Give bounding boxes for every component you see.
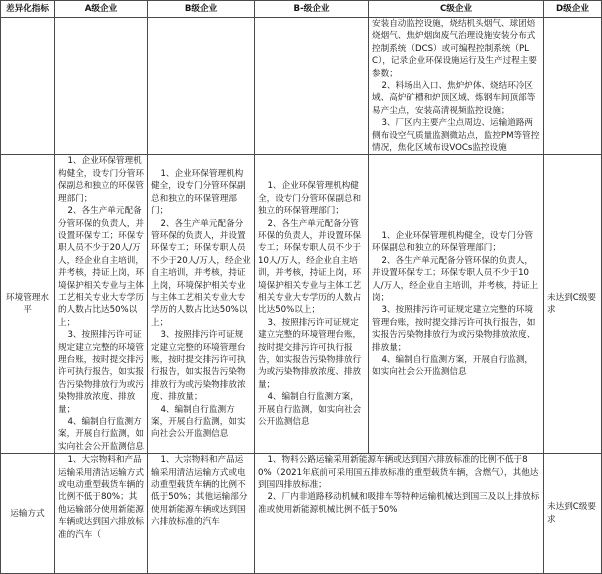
row2-grade-b-cell [148,155,255,454]
table-header-row [1,1,602,18]
row2-grade-d-text: 未达到C级要求 [544,155,602,454]
row2-a-paragraph: 4、编制自行监测方案，开展自行监测，如实向社会公开监测信息 [58,417,144,452]
row1-c-paragraph: 3、厂区内主要产尘点周边、运输道路两侧布设空气质量监测微站点，监控PM等管控情况，焦化区域布设VOCs监控设施 [372,118,540,154]
row2-b-paragraph: 3、按照排污许可证规定建立完整的环境管理台账，按时提交排污许可执行报告，如实报告污染物排放行为或污染物排放浓度、排放量； [151,330,246,403]
row1-c-paragraph: 2、料场出入口、焦炉炉体、烧结环冷区域、高炉矿槽和炉顶区域、炼钢车间顶部等易产尘点，安装高清视频监控设施； [372,81,536,116]
row1-grade-a-cell [55,18,148,155]
header-grade-c: C级企业 [369,1,544,18]
row2-b-paragraph: 4、编制自行监测方案，开展自行监测，如实向社会公开监测信息 [151,404,246,440]
row2-a-paragraph: 2、各生产单元配备分管环保的负责人，并设置环保专工；环保专职人员不少于20人/万人，经企业自主培训，并考核，持证上岗，环境保护相关专业与主体工艺相关专业大专学历的人数占比达50%以上； [58,206,144,328]
row1-grade-b-minus-cell [255,18,369,155]
row2-indicator-label: 环境管理水平 [1,155,55,454]
row2-a-paragraph: 1、企业环保管理机构健全，设专门分管环保副总和独立的环保管理部门； [58,156,144,204]
header-grade-b: B级企业 [148,1,255,18]
row2-a-paragraph: 3、按照排污许可证规定建立完整的环境管理台账，按时提交排污许可执行报告，如实报告污染物排放行为或污染物排放浓度、排放量； [58,330,144,415]
table-row-environmental-management [1,155,602,454]
row2-c-paragraph: 1、企业环保管理机构健全，设专门分管环保副总和独立的环保管理部门； [372,230,534,254]
row3-grade-d-text: 未达到C级要求 [544,454,602,574]
header-grade-a: A级企业 [55,1,148,18]
header-grade-d: D级企业 [544,1,602,18]
row3-bc-paragraph: 1、物料公路运输采用新能源车辆或达到国六排放标准的比例不低于80%（2021年底前可采用国五排放标准的重型载货车辆，含燃气），其他达到国四排放标准； [258,455,539,491]
row2-c-paragraph: 2、各生产单元配备分管环保的负责人，并设置环保专工；环保专职人员不少于10人/万人，经企业自主培训，并考核，持证上岗； [372,255,539,303]
row2-b-paragraph: 2、各生产单元配备分管环保的负责人，并设置环保专工；环保专职人员不少于20人/万人，经企业自主培训，并考核，持证上岗，环境保护相关专业与主体工艺相关专业大专学历的人数占比达50%以上； [151,218,251,328]
row1-c-paragraph: 安装自动监控设施，烧结机头烟气、球团焙烧烟气、焦炉烟囱废气治理设施安装分布式控制系统（DCS）或可编程控制系统（PLC），记录企业环保设施运行及生产过程主要参数； [372,19,537,79]
table-row-monitoring [1,18,602,155]
row2-bminus-paragraph: 3、按照排污许可证规定建立完整的环境管理台账，按时提交排污许可执行报告，如实报告污染物排放行为或污染物排放浓度、排放量； [258,317,362,390]
row2-bminus-paragraph: 1、企业环保管理机构健全，设专门分管环保副总和独立的环保管理部门； [258,181,362,217]
row2-grade-b-minus-cell [255,155,369,454]
row3-bc-paragraph: 2、厂内非道路移动机械和吸排车等特种运输机械达到国三及以上排放标准或使用新能源机械比例不低于50% [258,492,540,515]
row3-grade-b-cell [148,454,255,574]
row3-b-paragraph: 1、大宗物料和产品运输采用清洁运输方式或电动重型载货车辆的比例不低于50%；其他运输部分使用新能源车辆或达到国六排放标准的汽车 [151,455,248,528]
row3-indicator-label: 运输方式 [1,454,55,574]
row2-c-paragraph: 3、按照排污许可证规定建立完整的环境管理台账，按时提交排污许可执行报告，如实报告污染物排放行为或污染物排放浓度、排放量； [372,305,536,353]
row2-grade-a-cell [55,155,148,454]
row2-b-paragraph: 1、企业环保管理机构健全，设专门分管环保副总和独立的环保管理部门； [151,168,246,217]
row2-c-paragraph: 4、编制自行监测方案，开展自行监测，如实向社会公开监测信息 [372,354,534,378]
row3-grade-bminus-c-cell [255,454,544,574]
row1-grade-b-cell [148,18,255,155]
table-row-transport [1,454,602,574]
row3-grade-a-cell [55,454,148,574]
row2-grade-c-cell [369,155,544,454]
header-indicator: 差异化指标 [1,1,55,18]
row1-indicator-cell [1,18,55,155]
row3-a-paragraph: 1、大宗物料和产品运输采用清洁运输方式或电动重型载货车辆的比例不低于80%；其他运输部分使用新能源车辆或达到国六排放标准的汽车（ [58,455,144,540]
row1-grade-d-cell [544,18,602,155]
row1-grade-c-cell [369,18,544,155]
row2-bminus-paragraph: 4、编制自行监测方案，开展自行监测，如实向社会公开监测信息 [258,392,362,427]
row2-bminus-paragraph: 2、各生产单元配备分管环保的负责人，并设置环保专工；环保专职人员不少于10人/万人，经企业自主培训，并考核，持证上岗，环境保护相关专业与主体工艺相关专业大专学历的人数占比达50%以上； [258,218,362,316]
header-grade-b-minus: B-级企业 [255,1,369,18]
